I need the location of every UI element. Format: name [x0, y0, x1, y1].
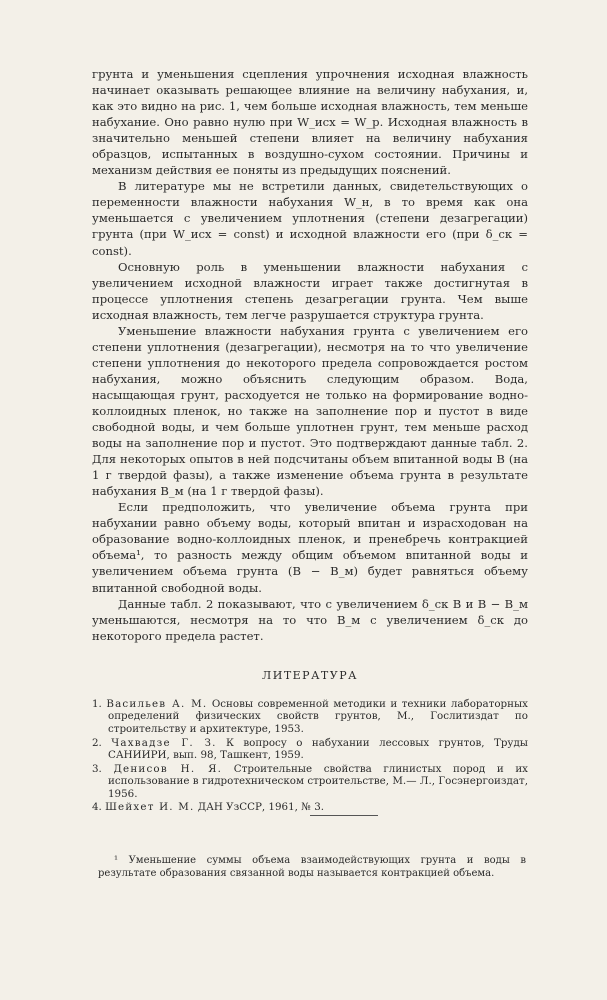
reference-item: 4. Шейхет И. М. ДАН УзССР, 1961, № 3. [92, 801, 325, 814]
paragraph-6: Данные табл. 2 показывают, что с увеличением δ_ск B и B − B_м уменьшаются, несмотря на то что B_м с увеличением δ_ск до некоторого предела растет. [92, 596, 528, 643]
reference-text: Основы современной методики и техники лабораторных определений физических свойств грунтов, М., Гослитиздат по строительству и архитектуре, 1953. [108, 697, 528, 735]
paragraph-2: В литературе мы не встретили данных, свидетельствующих о переменности влажности набухания W_н, в то время как она уменьшается с увеличением уплотнения (степени дезагрегации) грунта (при W_исх = const) и исходной влажности его (при δ_ск = const). [92, 179, 528, 258]
paragraph-1: грунта и уменьшения сцепления упрочнения исходная влажность начинает оказывать решающее влияние на величину набухания, и, как это видно на рис. 1, чем больше исходная влажность, тем меньше набухание. Оно равно нулю при W_исх = W_p. Исходная влажность в значительно меньшей степени влияет на величину набухания образцов, испытанных в воздушно-сухом состоянии. Причины и механизм действия ее поняты из предыдущих пояснений. [92, 67, 528, 178]
reference-text: ДАН УзССР, 1961, № 3. [197, 801, 325, 814]
reference-author: Шейхет И. М. [105, 801, 195, 814]
literature-heading: ЛИТЕРАТУРА [262, 668, 358, 682]
paragraph-3: Основную роль в уменьшении влажности набухания с увеличением исходной влажности играет также достигнутая в процессе уплотнения степень дезагрегации грунта. Чем выше исходная влажность, тем легче разрушается структура грунта. [92, 259, 528, 322]
reference-item: 1. Васильев А. М. Основы современной методики и техники лабораторных определений физических свойств грунтов, М., Гослитиздат по строительству и архитектуре, 1953. [92, 697, 528, 735]
reference-list [92, 698, 528, 814]
reference-author: Чахвадзе Г. З. [111, 736, 217, 749]
paragraph-4: Уменьшение влажности набухания грунта с увеличением его степени уплотнения (дезагрегации), несмотря на то что увеличение степени уплотнения до некоторого предела сопровождается ростом набухания, можно объяснить следующим образом. Вода, насыщающая грунт, расходуется не только на формирование водно-коллоидных пленок, но также на заполнение пор и пустот в виде свободной воды, и чем больше уплотнен грунт, тем меньше расход воды на заполнение пор и пустот. Это подтверждают данные табл. 2. Для некоторых опытов в ней подсчитаны объем впитанной воды B (на 1 г твердой фазы), а также изменение объема грунта в результате набухания B_м (на 1 г твердой фазы). [92, 323, 528, 499]
footnote-divider [310, 815, 378, 816]
reference-text: Строительные свойства глинистых пород и их использование в гидротехническом строительстве, М.— Л., Госэнергоиздат, 1956. [108, 762, 528, 800]
reference-author: Васильев А. М. [106, 697, 208, 710]
reference-item: 3. Денисов Н. Я. Строительные свойства глинистых пород и их использование в гидротехническом строительстве, М.— Л., Госэнергоиздат, 1956. [92, 762, 528, 800]
footnote: ¹ Уменьшение суммы объема взаимодействующих грунта и воды в результате образования связанной воды называется контракцией объема. [98, 855, 526, 879]
reference-text: К вопросу о набухании лессовых грунтов, Труды САНИИРИ, вып. 98, Ташкент, 1959. [108, 736, 528, 762]
reference-item: 2. Чахвадзе Г. З. К вопросу о набухании лессовых грунтов, Труды САНИИРИ, вып. 98, Ташкент, 1959. [92, 736, 528, 762]
paragraph-5: Если предположить, что увеличение объема грунта при набухании равно объему воды, который впитан и израсходован на образование водно-коллоидных пленок, и пренебречь контракцией объема¹, то разность между общим объемом впитанной воды и увеличением объема грунта (B − B_м) будет равняться объему впитанной свободной воды. [92, 500, 528, 595]
reference-author: Денисов Н. Я. [113, 762, 223, 775]
page-body [92, 66, 528, 815]
